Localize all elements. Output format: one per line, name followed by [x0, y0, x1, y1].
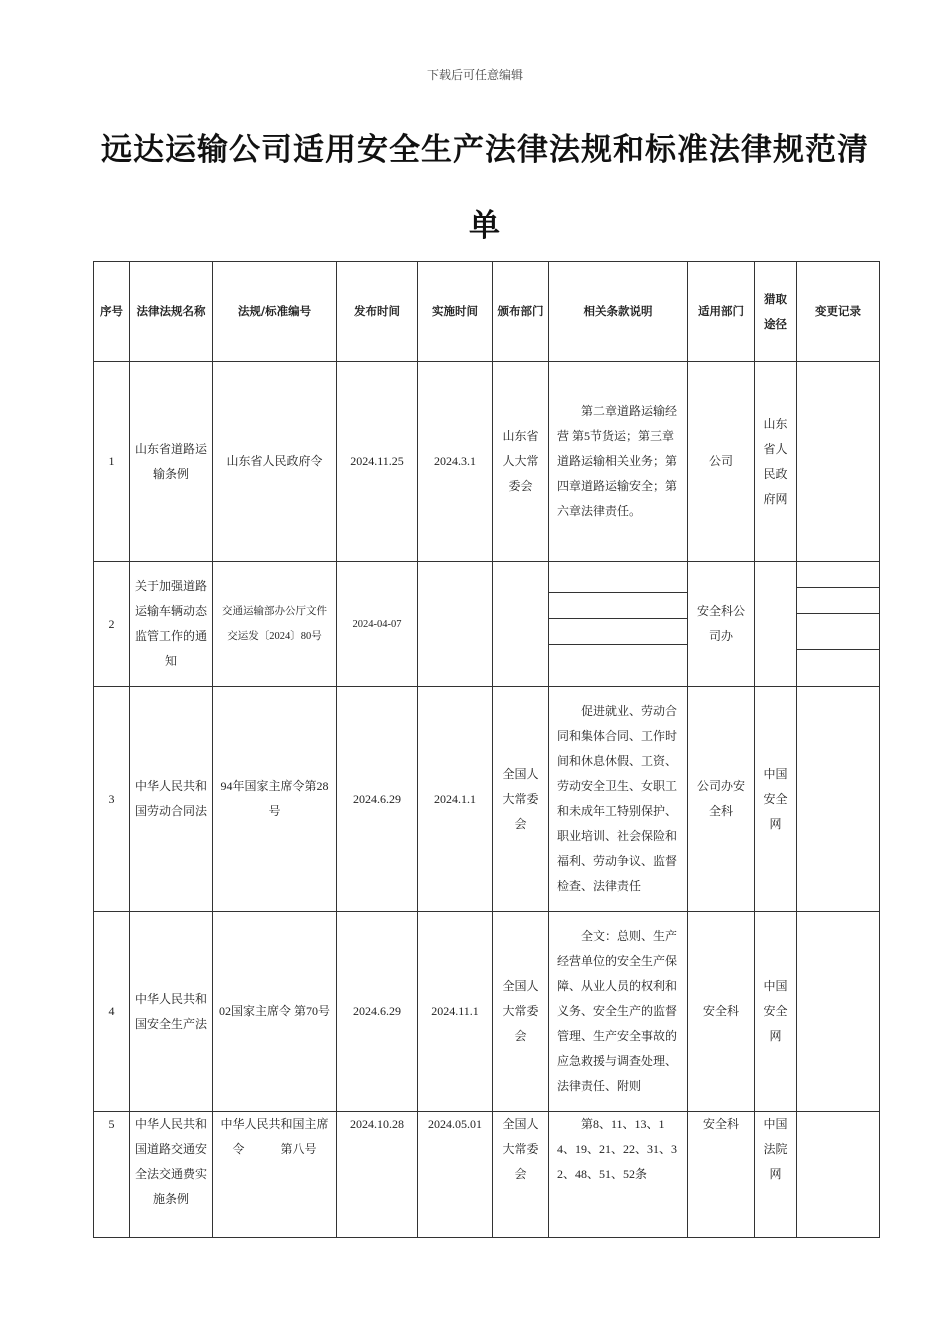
- cell-clauses: [549, 362, 688, 562]
- cell-effective: 2024.05.01: [418, 1112, 493, 1238]
- sub-cell-line: [797, 650, 879, 686]
- cell-source: 中国法院网: [755, 1112, 797, 1238]
- cell-source: [755, 562, 797, 687]
- header-dept: 颁布部门: [493, 262, 549, 362]
- cell-apply: 安全科: [688, 912, 755, 1112]
- sub-cell-line: [797, 614, 879, 650]
- cell-name: 中华人民共和国劳动合同法: [130, 687, 213, 912]
- cell-change: [797, 912, 880, 1112]
- header-effective: 实施时间: [418, 262, 493, 362]
- sub-cell-line: [549, 619, 687, 645]
- cell-clauses: [549, 687, 688, 912]
- cell-code: 中华人民共和国主席令 第八号: [213, 1112, 337, 1238]
- header-no: 序号: [94, 262, 130, 362]
- cell-source: 中国安全网: [755, 912, 797, 1112]
- cell-change: [797, 562, 880, 687]
- cell-source: 中国安全网: [755, 687, 797, 912]
- cell-source: 山东省人民政府网: [755, 362, 797, 562]
- cell-publish: 2024.6.29: [337, 687, 418, 912]
- clause-text: 第8、11、13、14、19、21、22、31、32、48、51、52条: [557, 1117, 678, 1181]
- sub-cell-line: [549, 645, 687, 681]
- cell-dept: [493, 562, 549, 687]
- header-code: 法规/标准编号: [213, 262, 337, 362]
- cell-clauses: [549, 1112, 688, 1238]
- table-row: [94, 562, 880, 687]
- cell-code: 山东省人民政府令: [213, 362, 337, 562]
- header-change: 变更记录: [797, 262, 880, 362]
- header-apply: 适用部门: [688, 262, 755, 362]
- clause-text: 全文：总则、生产经营单位的安全生产保障、从业人员的权利和义务、安全生产的监督管理、生产安全事故的应急救援与调查处理、法律责任、附则: [557, 929, 678, 1093]
- cell-name: 关于加强道路运输车辆动态监管工作的通知: [130, 562, 213, 687]
- table-row: [94, 687, 880, 912]
- cell-effective: 2024.11.1: [418, 912, 493, 1112]
- cell-dept: 全国人大常委会: [493, 1112, 549, 1238]
- cell-code: 02国家主席令 第70号: [213, 912, 337, 1112]
- document-title: 远达运输公司适用安全生产法律法规和标准法律规范清单: [101, 132, 869, 244]
- cell-publish: 2024.10.28: [337, 1112, 418, 1238]
- cell-apply: 公司: [688, 362, 755, 562]
- cell-dept: 全国人大常委会: [493, 912, 549, 1112]
- cell-apply: 安全科: [688, 1112, 755, 1238]
- cell-apply: 安全科公司办: [688, 562, 755, 687]
- cell-name: 山东省道路运输条例: [130, 362, 213, 562]
- cell-dept: 全国人大常委会: [493, 687, 549, 912]
- cell-name: 中华人民共和国安全生产法: [130, 912, 213, 1112]
- sub-cell-line: [549, 567, 687, 593]
- cell-no: 5: [94, 1112, 130, 1238]
- header-source: 猎取途径: [755, 262, 797, 362]
- cell-no: 3: [94, 687, 130, 912]
- cell-no: 4: [94, 912, 130, 1112]
- cell-code: 94年国家主席令第28号: [213, 687, 337, 912]
- cell-clauses: [549, 912, 688, 1112]
- top-note: 下载后可任意编辑: [426, 68, 523, 82]
- cell-code: 交通运输部办公厅文件 交运发〔2024〕80号: [213, 562, 337, 687]
- clause-text: 第二章道路运输经营 第5节货运；第三章道路运输相关业务；第四章道路运输安全；第六章法律责任。: [557, 404, 678, 518]
- cell-publish: 2024-04-07: [337, 562, 418, 687]
- clause-text: 促进就业、劳动合同和集体合同、工作时间和休息休假、工资、劳动安全卫生、女职工和未成年工特别保护、职业培训、社会保险和福利、劳动争议、监督检查、法律责任: [557, 704, 678, 893]
- table-row: [94, 1112, 880, 1238]
- cell-dept: 山东省人大常委会: [493, 362, 549, 562]
- cell-no: 1: [94, 362, 130, 562]
- header-name: 法律法规名称: [130, 262, 213, 362]
- cell-effective: 2024.3.1: [418, 362, 493, 562]
- table-header-row: [94, 262, 880, 362]
- cell-publish: 2024.6.29: [337, 912, 418, 1112]
- cell-clauses: [549, 562, 688, 687]
- cell-change: [797, 1112, 880, 1238]
- sub-cell-line: [797, 588, 879, 614]
- cell-effective: 2024.1.1: [418, 687, 493, 912]
- cell-change: [797, 687, 880, 912]
- cell-change: [797, 362, 880, 562]
- regulation-table: [93, 261, 880, 1238]
- cell-apply: 公司办安全科: [688, 687, 755, 912]
- cell-name: 中华人民共和国道路交通安全法交通费实施条例: [130, 1112, 213, 1238]
- table-row: [94, 362, 880, 562]
- header-clauses: 相关条款说明: [549, 262, 688, 362]
- header-publish: 发布时间: [337, 262, 418, 362]
- cell-no: 2: [94, 562, 130, 687]
- sub-cell-line: [549, 593, 687, 619]
- cell-publish: 2024.11.25: [337, 362, 418, 562]
- table-row: [94, 912, 880, 1112]
- cell-effective: [418, 562, 493, 687]
- sub-cell-line: [797, 562, 879, 588]
